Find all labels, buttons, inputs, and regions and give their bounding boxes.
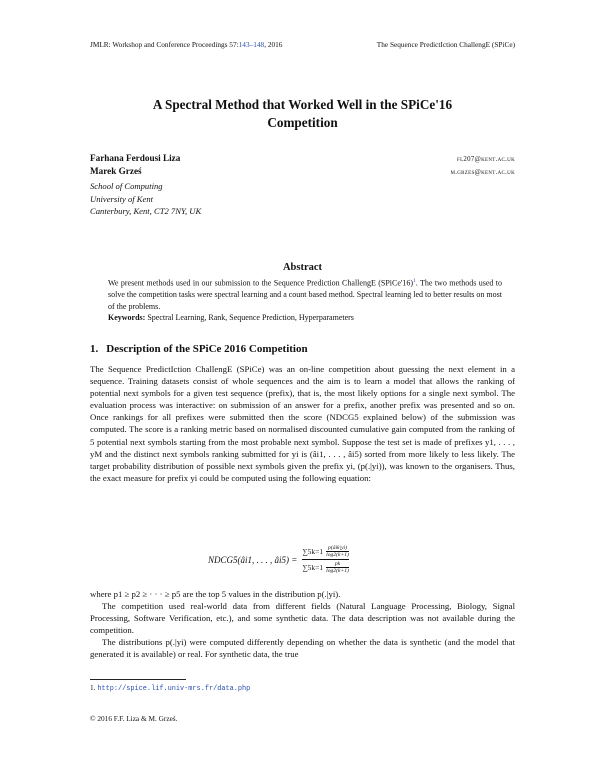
author-email: m.grzes@kent.ac.uk <box>450 169 515 176</box>
author-email: fl207@kent.ac.uk <box>457 156 515 163</box>
section-number: 1. <box>90 343 99 355</box>
term-top: pk <box>334 561 341 567</box>
abstract-text-cont: . The two methods used to solve the competition tasks were spectral learning and a count based method. Spectral learning led to better results on most of the problems. <box>108 278 502 311</box>
keywords-label: Keywords: <box>108 313 146 323</box>
equation-lhs: NDCG5(âi1, . . . , âi5) = <box>208 554 298 565</box>
ndcg-equation <box>208 545 349 574</box>
abstract-heading: Abstract <box>282 262 323 273</box>
paragraph-text: The competition used real-world data from different fields (Natural Language Processing, Biology, Signal Processing, Software Verification, etc.), and some synthetic data. The data description was not available during the competition. <box>90 601 515 636</box>
abstract-body <box>108 276 502 324</box>
paragraph-text: The Sequence PredictIction ChallengE (SPiCe) was an on-line competition about guessing the next element in a sequence. Training datasets consist of whole sequences and the aim is to learn a model that allows the ranking of potential next symbols for a given test sequence (prefix), that is, the most likely options for a single next symbol. The evaluation process was interactive: on submission of an answer for a prefix, another prefix was presented and so on. Once rankings for all prefixes were submitted then the score (NDCG5 explained below) of the submission was computed. The score is a ranking metric based on normalised discounted cumulative gain computed from the ranking of 5 potential next symbols starting from the most probable next symbol. Suppose the test set is made of prefixes y1, . . . , yM and the distinct next symbols ranking submitted for yi is (âi1, . . . , âi5) sorted from more likely to less likely. The target probability distribution of possible next symbols given the prefix yi, (p(.|yi)), was known to the organisers. Thus, the exact measure for prefix yi could be computed using the following equation: <box>90 364 515 483</box>
copyright-notice: © 2016 F.F. Liza & M. Grześ. <box>90 714 178 723</box>
affiliation-address: Canterbury, Kent, CT2 7NY, UK <box>90 206 202 217</box>
title-line-2: Competition <box>267 115 338 130</box>
running-title: The Sequence PredictIction ChallengE (SPiCe) <box>376 40 515 49</box>
equation-numerator <box>302 545 349 558</box>
journal-year: , 2016 <box>264 40 283 49</box>
paper-title <box>90 96 515 132</box>
term-bottom: log2(k+1) <box>326 568 349 574</box>
author-name: Marek Grześ <box>90 166 142 176</box>
paragraph-text: The distributions p(.|yi) were computed differently depending on whether the data is synthetic (and the model that generated it is available) or real. For synthetic data, the true <box>90 637 515 660</box>
equation-denominator <box>302 561 349 574</box>
paragraph-text: where p1 ≥ p2 ≥ · · · ≥ p5 are the top 5 values in the distribution p(.|yi). <box>90 589 341 599</box>
affiliation-school: School of Computing <box>90 181 163 191</box>
keywords: Spectral Learning, Rank, Sequence Prediction, Hyperparameters <box>147 313 354 323</box>
author-row-2 <box>90 166 515 176</box>
term-bottom: log2(k+1) <box>326 552 349 558</box>
sum-symbol: ∑5k=1 <box>302 547 324 556</box>
footnote <box>90 683 250 693</box>
section-heading <box>90 343 308 355</box>
footnote-divider <box>90 679 186 680</box>
footnote-number: 1. <box>90 683 96 692</box>
denominator-term <box>326 561 349 574</box>
section-paragraphs-rest <box>90 588 515 661</box>
equation-fraction <box>302 545 349 574</box>
sum-symbol: ∑5k=1 <box>302 563 324 572</box>
abstract-text: We present methods used in our submission to the Sequence Prediction ChallengE (SPiCe'16) <box>108 278 413 288</box>
term-top: p(âik|yi) <box>328 545 347 551</box>
author-name: Farhana Ferdousi Liza <box>90 153 181 163</box>
affiliation <box>90 180 201 218</box>
title-line-1: A Spectral Method that Worked Well in the SPiCe'16 <box>152 97 453 112</box>
page-range-link[interactable]: 143–148 <box>238 40 265 49</box>
section-title: Description of the SPiCe 2016 Competition <box>106 343 308 355</box>
running-header <box>90 40 515 49</box>
journal-name: JMLR: Workshop and Conference Proceedings 57: <box>90 40 239 49</box>
section-paragraph-1 <box>90 363 515 484</box>
affiliation-university: University of Kent <box>90 193 154 204</box>
author-row-1 <box>90 153 515 163</box>
footnote-mark[interactable]: 1 <box>413 278 416 284</box>
numerator-term <box>326 545 349 558</box>
footnote-url-link[interactable]: http://spice.lif.univ-mrs.fr/data.php <box>97 685 251 693</box>
journal-citation <box>90 40 282 49</box>
